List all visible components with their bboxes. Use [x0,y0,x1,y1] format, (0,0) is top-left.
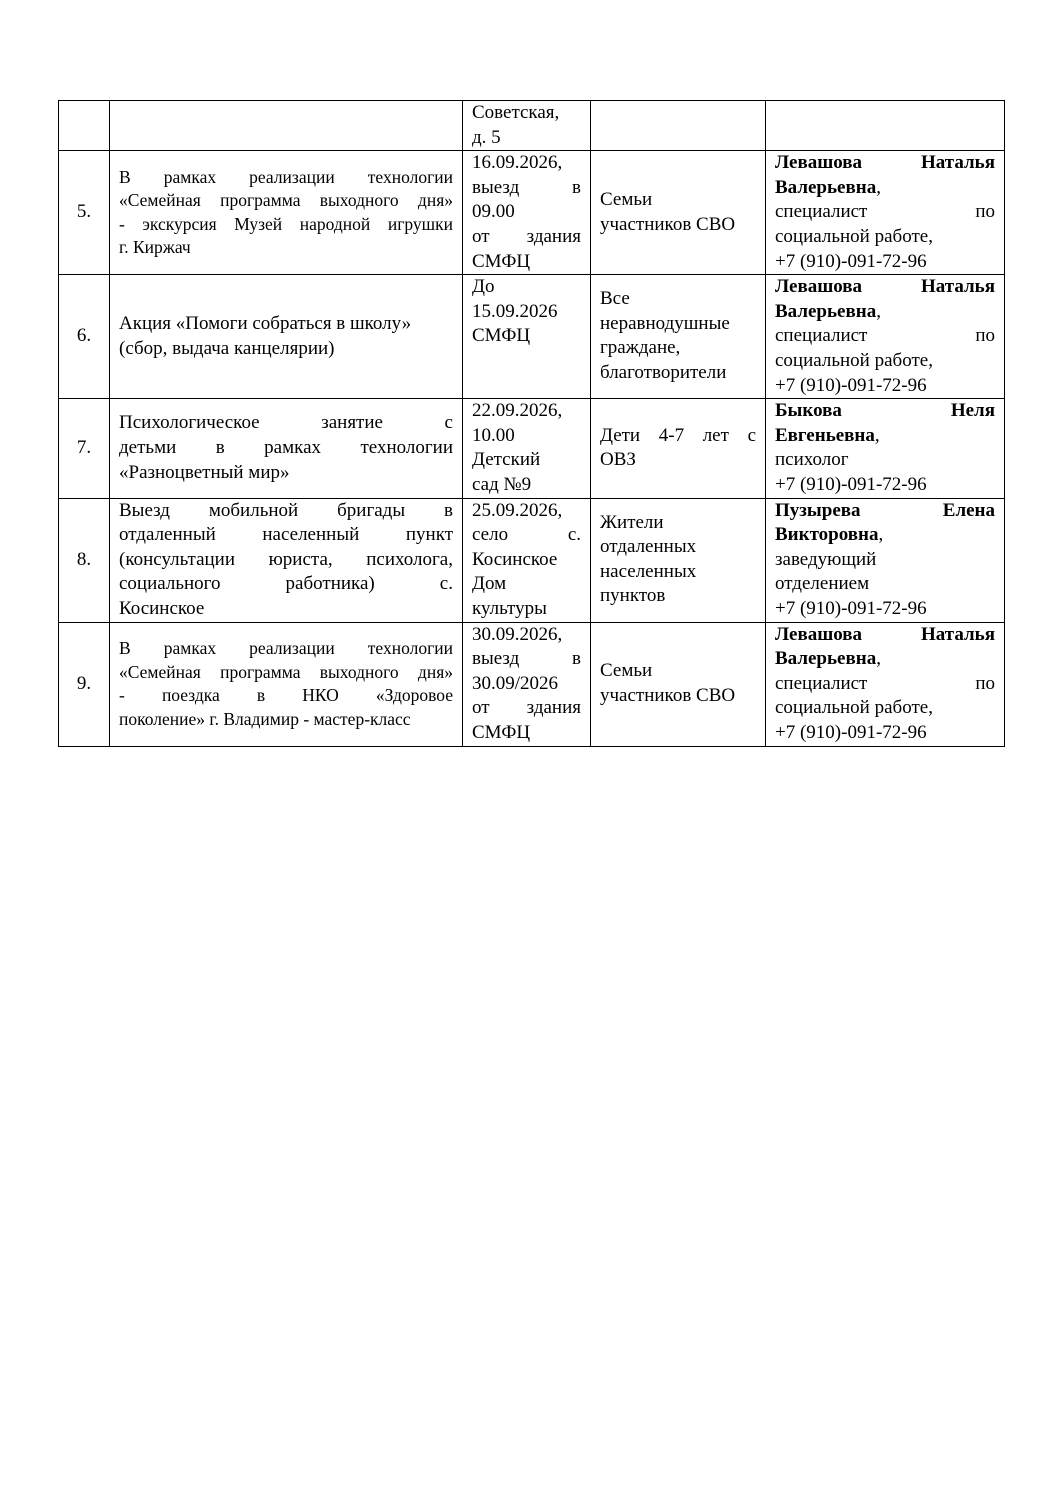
row-number: 6. [59,275,110,399]
responsible-detail-line: психолог [775,449,849,471]
event-line: - экскурсия Музей народной игрушки [119,213,453,234]
responsible-detail-line: заведующий [775,548,877,570]
responsible-name-line: Евгеньевна, [775,424,880,446]
event-line: Косинское [119,597,205,619]
row-number: 5. [59,151,110,275]
date-line: Дом [472,573,507,595]
audience-cell [591,399,766,498]
event-line: В рамках реализации технологии [119,638,453,659]
event-line: детьми в рамках технологии [119,437,453,459]
event-line: отдаленный населенный пункт [119,524,453,546]
audience-cell [591,151,766,275]
audience-line: благотворители [600,361,727,383]
event-line: (сбор, выдача канцелярии) [119,337,335,359]
date-line: Детский [472,449,541,471]
date-line: До [472,276,495,298]
audience-line: ОВЗ [600,449,636,471]
event-line: «Семейная программа выходного дня» [119,661,453,682]
responsible-detail-line: специалист по [775,672,995,694]
date-line: 22.09.2026, [472,400,563,422]
event-line: Выезд мобильной бригады в [119,499,453,521]
date-line: сад №9 [472,473,532,495]
audience-line: Жители [600,511,664,533]
event-cell [110,275,463,399]
event-line: - поездка в НКО «Здоровое [119,685,453,706]
responsible-name-line: Валерьевна, [775,300,881,322]
date-line: 30.09.2026, [472,623,563,645]
event-cell [110,101,463,151]
date-line: СМФЦ [472,325,531,347]
responsible-name-line [775,151,995,176]
responsible-cell [766,151,1005,275]
responsible-detail-line: +7 (910)-091-72-96 [775,473,927,495]
event-line: Акция «Помоги собраться в школу» [119,313,412,335]
date-cell [463,622,591,746]
responsible-name-line [775,275,995,300]
event-cell [110,151,463,275]
audience-cell [591,498,766,622]
audience-line: граждане, [600,337,681,359]
audience-cell [591,101,766,151]
event-cell [110,622,463,746]
date-line: Косинское [472,548,558,570]
responsible-name-text: Валерьевна [775,300,877,322]
responsible-name-line: Валерьевна, [775,176,881,198]
date-line: 09.00 [472,201,515,223]
audience-cell [591,275,766,399]
responsible-detail-line: специалист по [775,201,995,223]
date-cell [463,275,591,399]
responsible-detail-line: отделением [775,573,870,595]
date-line: д. 5 [472,126,501,148]
event-cell [110,498,463,622]
responsible-name-text: Евгеньевна [775,424,875,446]
responsible-detail-line: социальной работе, [775,225,933,247]
date-line: 15.09.2026 [472,300,558,322]
audience-line: отдаленных [600,536,697,558]
date-line: от здания [472,225,581,247]
date-line: культуры [472,597,547,619]
table-row [59,498,1005,622]
responsible-detail-line: +7 (910)-091-72-96 [775,250,927,272]
event-line: поколение» г. Владимир - мастер-класс [119,708,411,729]
responsible-name-text: Валерьевна [775,176,877,198]
row-number: 8. [59,498,110,622]
num-cell [59,101,110,151]
responsible-detail-line: социальной работе, [775,349,933,371]
audience-line: Семьи [600,660,653,682]
date-line: 16.09.2026, [472,152,563,174]
audience-line: участников СВО [600,213,736,235]
date-line: 25.09.2026, [472,499,563,521]
responsible-name-line: Валерьевна, [775,648,881,670]
date-line: от здания [472,697,581,719]
responsible-detail-line: +7 (910)-091-72-96 [775,721,927,743]
event-line: В рамках реализации технологии [119,166,453,187]
responsible-detail-line: +7 (910)-091-72-96 [775,374,927,396]
date-cell [463,101,591,151]
responsible-cell [766,399,1005,498]
responsible-cell [766,101,1005,151]
audience-line: Все [600,288,630,310]
responsible-name-text: Викторовна [775,524,879,546]
responsible-cell [766,275,1005,399]
responsible-detail-line: социальной работе, [775,697,933,719]
date-cell [463,151,591,275]
event-line: «Семейная программа выходного дня» [119,190,453,211]
event-line: (консультации юриста, психолога, [119,548,453,570]
responsible-name-text: Валерьевна [775,648,877,670]
date-line: СМФЦ [472,250,531,272]
date-line: СМФЦ [472,721,531,743]
responsible-name-line [775,623,995,648]
audience-line: пунктов [600,585,666,607]
table-row [59,399,1005,498]
responsible-name-line [775,399,995,424]
date-cell [463,498,591,622]
audience-line: Дети 4-7 лет с [600,424,756,446]
responsible-name-text: Левашова Наталья [775,623,995,645]
event-line: Психологическое занятие с [119,412,453,434]
audience-line: участников СВО [600,685,736,707]
audience-line: населенных [600,560,697,582]
table-row [59,151,1005,275]
responsible-name-text: Левашова Наталья [775,152,995,174]
event-line: г. Киржач [119,237,191,258]
table-row [59,275,1005,399]
date-line: выезд в [472,176,581,198]
responsible-detail-line: +7 (910)-091-72-96 [775,597,927,619]
events-table [58,100,1005,747]
table-row [59,622,1005,746]
date-line: выезд в [472,648,581,670]
audience-line: Семьи [600,189,653,211]
date-line: село с. [472,524,581,546]
date-cell [463,399,591,498]
event-cell [110,399,463,498]
responsible-name-line: Викторовна, [775,524,884,546]
responsible-name-text: Пузырева Елена [775,499,995,521]
responsible-detail-line: специалист по [775,325,995,347]
responsible-cell [766,498,1005,622]
audience-cell [591,622,766,746]
event-line: «Разноцветный мир» [119,461,290,483]
row-number: 9. [59,622,110,746]
date-line: 10.00 [472,424,515,446]
responsible-name-line [775,499,995,524]
responsible-cell [766,622,1005,746]
table-row-continuation [59,101,1005,151]
responsible-name-text: Быкова Неля [775,400,995,422]
event-line: социального работника) с. [119,573,453,595]
audience-line: неравнодушные [600,312,730,334]
responsible-name-text: Левашова Наталья [775,276,995,298]
date-line: 30.09/2026 [472,672,559,694]
row-number: 7. [59,399,110,498]
date-line: Советская, [472,102,560,123]
